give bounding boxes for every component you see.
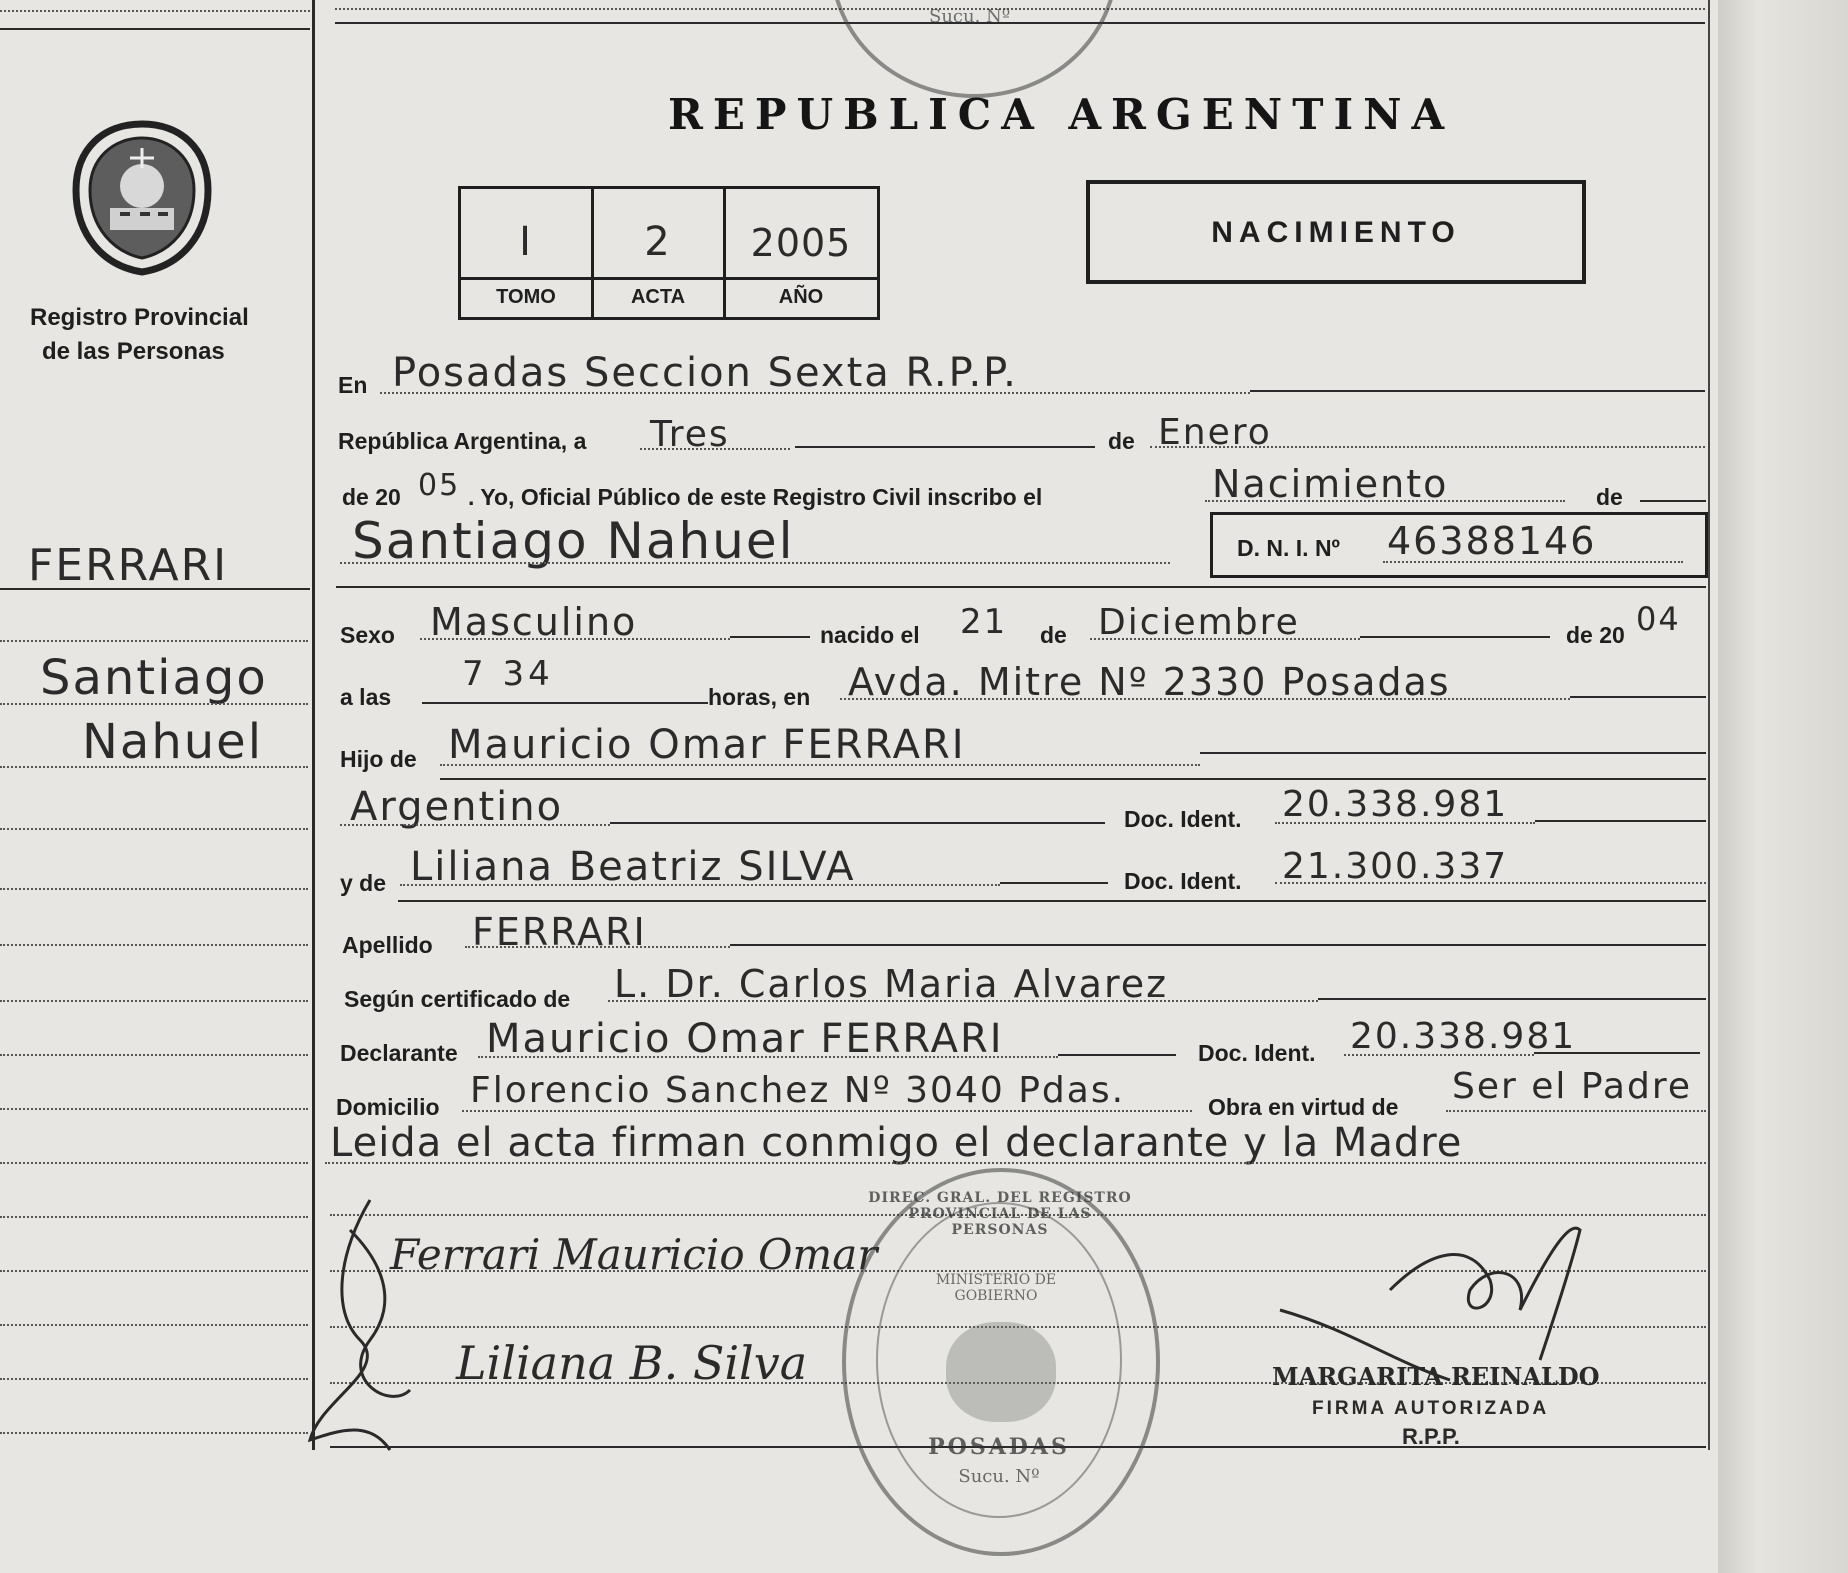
obra-label: Obra en virtud de — [1208, 1094, 1399, 1120]
stamp-emblem-icon — [946, 1322, 1056, 1422]
father-name-underline — [440, 764, 1200, 766]
en-label: En — [338, 372, 368, 398]
place-value: Posadas Seccion Sexta R.P.P. — [392, 350, 1018, 396]
declarante-value: Mauricio Omar FERRARI — [486, 1016, 1004, 1062]
top-partial-stamp — [830, 0, 1118, 98]
margin-dotline — [0, 828, 308, 830]
sexo-underline — [420, 638, 730, 640]
birth-place-underline — [840, 698, 1570, 700]
record-type: NACIMIENTO — [1211, 216, 1461, 249]
provincial-coat-of-arms-icon — [70, 118, 215, 278]
dni-underline — [1383, 561, 1683, 563]
margin-dotline — [0, 1270, 308, 1272]
tomo-value: I — [519, 219, 533, 265]
registry-name-line2: de las Personas — [42, 338, 225, 365]
mother-continuation-rule — [398, 900, 1706, 902]
father-doc-underline — [1275, 822, 1535, 824]
hijo-label: Hijo de — [340, 746, 417, 772]
mother-name: Liliana Beatriz SILVA — [410, 844, 856, 890]
margin-dotline — [0, 888, 308, 890]
de-label-3: de — [1040, 622, 1067, 648]
birth-year-suffix: 04 — [1636, 600, 1681, 638]
provincial-seal — [70, 118, 215, 278]
tomo-label: TOMO — [496, 286, 556, 308]
margin-dotline — [0, 1162, 308, 1164]
certificado-underline-solid — [1318, 998, 1706, 1000]
declarante-doc-label: Doc. Ident. — [1198, 1040, 1316, 1066]
domicilio-underline — [462, 1110, 1192, 1112]
nationality-underline — [340, 824, 610, 826]
year-prefix: de 20 — [342, 484, 401, 510]
margin-dotline — [0, 1378, 308, 1380]
statement-text: . Yo, Oficial Público de este Registro Civil inscribo el — [468, 484, 1043, 510]
birth-day: 21 — [960, 602, 1008, 642]
dni-box — [1210, 512, 1708, 578]
right-border — [1708, 0, 1710, 1450]
record-number-box — [458, 186, 880, 320]
father-doc: 20.338.981 — [1282, 784, 1509, 825]
margin-middle-name: Nahuel — [82, 714, 264, 770]
nacido-label: nacido el — [820, 622, 920, 648]
record-type-box — [1086, 180, 1586, 284]
section-rule — [336, 586, 1706, 588]
day-written: Tres — [650, 414, 730, 455]
act-type: Nacimiento — [1212, 462, 1449, 506]
birth-place-underline-solid — [1570, 696, 1706, 698]
domicilio-value: Florencio Sanchez Nº 3040 Pdas. — [470, 1070, 1126, 1111]
obra-value: Ser el Padre — [1452, 1066, 1692, 1107]
ano-value: 2005 — [750, 221, 852, 265]
official-office: R.P.P. — [1402, 1424, 1460, 1449]
top-stamp-suc: Sucu. Nº — [929, 6, 1011, 27]
margin-dotline — [0, 944, 308, 946]
margin-dotline — [0, 1108, 308, 1110]
sexo-label: Sexo — [340, 622, 395, 648]
mother-doc-underline — [1275, 882, 1706, 884]
place-underline — [380, 392, 1250, 394]
day-underline — [640, 448, 790, 450]
ano-label: AÑO — [778, 286, 824, 308]
margin-dotline — [0, 640, 308, 642]
certificado-underline — [608, 1000, 1318, 1002]
de-label-2: de — [1596, 484, 1623, 510]
father-signature: Ferrari Mauricio Omar — [390, 1230, 878, 1279]
acta-label: ACTA — [630, 286, 686, 308]
birth-place: Avda. Mitre Nº 2330 Posadas — [848, 660, 1451, 704]
father-nationality: Argentino — [350, 784, 564, 830]
a-las-label: a las — [340, 684, 392, 710]
margin-dotline — [0, 1216, 308, 1218]
top-rule-left — [0, 10, 310, 12]
year-suffix: 05 — [418, 468, 461, 503]
margin-dotline — [0, 766, 308, 768]
birth-month-underline-solid — [1360, 636, 1550, 638]
act-type-underline — [1205, 500, 1565, 502]
birth-time: 7 34 — [462, 654, 554, 694]
margin-rule-surname — [0, 588, 310, 590]
margin-first-name: Santiago — [40, 650, 268, 706]
birth-month: Diciembre — [1098, 602, 1300, 643]
certificado-value: L. Dr. Carlos Maria Alvarez — [614, 962, 1169, 1006]
y-de-label: y de — [340, 870, 387, 896]
father-doc-underline-solid — [1535, 820, 1706, 822]
sexo-underline-solid — [730, 636, 810, 638]
stamp-inner-text: MINISTERIO DE GOBIERNO — [935, 1272, 1057, 1304]
closing-underline — [325, 1162, 1706, 1164]
dni-value: 46388146 — [1387, 519, 1597, 563]
de-underline — [1640, 500, 1706, 502]
apellido-underline-solid — [730, 944, 1706, 946]
margin-dotline — [0, 1000, 308, 1002]
mother-doc: 21.300.337 — [1282, 846, 1509, 887]
father-name: Mauricio Omar FERRARI — [448, 722, 966, 768]
de-label: de — [1108, 428, 1135, 454]
obra-underline — [1446, 1110, 1706, 1112]
margin-surname: FERRARI — [28, 540, 229, 591]
declarante-underline — [478, 1056, 1058, 1058]
domicilio-label: Domicilio — [336, 1094, 440, 1120]
child-name: Santiago Nahuel — [352, 512, 795, 570]
day-underline-solid — [795, 446, 1095, 448]
margin-dotline — [0, 703, 308, 705]
dni-label: D. N. I. Nº — [1237, 535, 1340, 561]
birth-month-underline — [1090, 638, 1360, 640]
registry-round-stamp — [842, 1168, 1160, 1556]
apellido-value: FERRARI — [472, 910, 647, 954]
mother-name-underline — [400, 884, 1000, 886]
father-doc-label: Doc. Ident. — [1124, 806, 1242, 832]
month-written: Enero — [1158, 412, 1272, 453]
birth-year-prefix: de 20 — [1566, 622, 1625, 648]
page-edge — [1718, 0, 1848, 1573]
child-name-underline — [340, 562, 1170, 564]
acta-value: 2 — [644, 219, 672, 265]
place-underline-solid — [1250, 390, 1705, 392]
margin-dotline — [0, 1324, 308, 1326]
declarante-doc-underline — [1344, 1054, 1534, 1056]
declarante-label: Declarante — [340, 1040, 458, 1066]
certificado-label: Según certificado de — [344, 986, 571, 1012]
mother-name-underline-solid — [1000, 882, 1108, 884]
birth-time-underline — [422, 702, 708, 704]
margin-dotline — [0, 1432, 308, 1434]
official-name: MARGARITA REINALDO — [1272, 1362, 1600, 1391]
declarante-doc-underline-solid — [1534, 1052, 1700, 1054]
sexo-value: Masculino — [430, 600, 638, 644]
nationality-underline-solid — [610, 822, 1105, 824]
margin-dotline — [0, 1054, 308, 1056]
stamp-outer-text: DIREC. GRAL. DEL REGISTRO PROVINCIAL DE LAS PERSONAS — [868, 1190, 1132, 1238]
official-role: FIRMA AUTORIZADA — [1312, 1398, 1550, 1419]
republica-label: República Argentina, a — [338, 428, 587, 454]
apellido-underline — [465, 946, 730, 948]
mother-signature: Liliana B. Silva — [456, 1336, 808, 1390]
father-continuation-rule — [440, 778, 1706, 780]
registry-name-line1: Registro Provincial — [30, 304, 249, 331]
top-rule-left-solid — [0, 28, 310, 30]
apellido-label: Apellido — [342, 932, 433, 958]
declarante-underline-solid — [1058, 1054, 1176, 1056]
declarante-doc: 20.338.981 — [1350, 1016, 1577, 1057]
closing-line: Leida el acta firman conmigo el declarante y la Madre — [330, 1120, 1463, 1166]
month-underline — [1150, 446, 1705, 448]
father-name-underline-solid — [1200, 752, 1706, 754]
horas-label: horas, en — [708, 684, 811, 710]
mother-doc-label: Doc. Ident. — [1124, 868, 1242, 894]
stamp-city: POSADAS — [928, 1434, 1070, 1460]
page-title: REPUBLICA ARGENTINA — [668, 90, 1455, 139]
stamp-suc: Sucu. Nº — [958, 1466, 1040, 1487]
